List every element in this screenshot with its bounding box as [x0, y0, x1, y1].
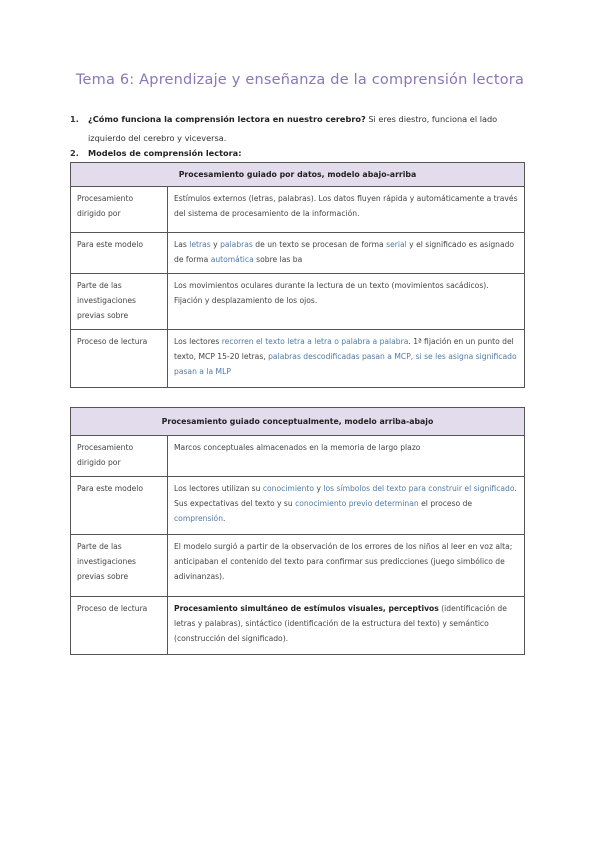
row-value — [168, 535, 525, 597]
table-row — [71, 597, 525, 655]
question-number: 1. — [70, 114, 79, 124]
row-value — [168, 233, 525, 274]
table-header: Procesamiento guiado conceptualmente, modelo arriba-abajo — [71, 408, 525, 436]
table-row — [71, 187, 525, 233]
text-segment: . 1ª fijación en un punto del texto, MCP 15-20 letras, — [174, 337, 514, 361]
highlighted-text: palabras descodificadas pasan a MCP, si se les asigna significado pasan a la MLP — [174, 352, 517, 376]
table-row — [71, 477, 525, 535]
question-1-answer: Si eres diestro, funciona el lado izquierdo del cerebro y viceversa. — [88, 114, 498, 143]
page-title: Tema 6: Aprendizaje y enseñanza de la comprensión lectora — [75, 72, 525, 88]
row-label: Parte de las investigaciones previas sobre — [71, 535, 168, 597]
text-segment: Marcos conceptuales almacenados en la memoria de largo plazo — [174, 443, 421, 452]
table-top-down-model — [70, 407, 525, 655]
highlighted-text: letras — [189, 240, 211, 249]
text-segment: Estímulos externos (letras, palabras). Los datos fluyen rápida y automáticamente a través del sistema de procesamiento de la información. — [174, 194, 518, 218]
highlighted-text: los símbolos del texto para construir el significado — [323, 484, 515, 493]
text-segment: Los lectores utilizan su — [174, 484, 263, 493]
text-segment: . Sus expectativas del texto y su — [174, 484, 517, 508]
row-value — [168, 597, 525, 655]
text-segment: y el significado es asignado de forma — [174, 240, 515, 264]
text-segment: de un texto se procesan de forma — [252, 240, 387, 249]
highlighted-text: conocimiento — [262, 484, 315, 493]
text-segment: Los lectores — [174, 337, 222, 346]
highlighted-text: conocimiento previo determinan — [295, 499, 419, 508]
question-number: 2. — [70, 148, 79, 158]
text-segment: y — [210, 240, 221, 249]
highlighted-text: recorren el texto letra a letra o palabra a palabra — [221, 337, 409, 346]
question-2-heading: Modelos de comprensión lectora: — [88, 148, 242, 158]
highlighted-text: serial — [386, 240, 407, 249]
row-label: Procesamiento dirigido por — [71, 187, 168, 233]
row-value — [168, 274, 525, 330]
highlighted-text: palabras — [220, 240, 253, 249]
row-value — [168, 187, 525, 233]
question-1 — [70, 110, 528, 148]
text-segment: sobre las ba — [253, 255, 303, 264]
question-1-heading: ¿Cómo funciona la comprensión lectora en nuestro cerebro? — [88, 114, 366, 124]
highlighted-text: comprensión — [174, 514, 224, 523]
row-value — [168, 436, 525, 477]
text-segment: y — [314, 484, 324, 493]
table-row — [71, 233, 525, 274]
question-2 — [70, 144, 528, 163]
row-label: Proceso de lectura — [71, 330, 168, 388]
table-bottom-up-model — [70, 162, 525, 388]
text-segment: El modelo surgió a partir de la observación de los errores de los niños al leer en voz alta; anticipaban el contenido del texto para confirmar sus predicciones (juego simbólico de adivinanzas). — [174, 542, 513, 581]
text-segment: el proceso de — [418, 499, 473, 508]
text-segment: Las — [174, 240, 190, 249]
row-label: Procesamiento dirigido por — [71, 436, 168, 477]
row-value — [168, 330, 525, 388]
text-segment: Los movimientos oculares durante la lectura de un texto (movimientos sacádicos). Fijación y desplazamiento de los ojos. — [174, 281, 489, 305]
table-header: Procesamiento guiado por datos, modelo abajo-arriba — [71, 163, 525, 187]
text-segment: (identificación de letras y palabras), sintáctico (identificación de la estructura del texto) y semántico (construcción del significado). — [174, 604, 507, 643]
row-value — [168, 477, 525, 535]
table-row — [71, 274, 525, 330]
row-label: Parte de las investigaciones previas sobre — [71, 274, 168, 330]
bold-text: Procesamiento simultáneo de estímulos visuales, perceptivos — [174, 604, 439, 613]
table-row — [71, 330, 525, 388]
row-label: Para este modelo — [71, 477, 168, 535]
row-label: Para este modelo — [71, 233, 168, 274]
table-row — [71, 535, 525, 597]
text-segment: . — [223, 514, 226, 523]
row-label: Proceso de lectura — [71, 597, 168, 655]
table-row — [71, 436, 525, 477]
highlighted-text: automática — [210, 255, 254, 264]
table-2-body — [71, 436, 525, 655]
table-1-body — [71, 187, 525, 388]
